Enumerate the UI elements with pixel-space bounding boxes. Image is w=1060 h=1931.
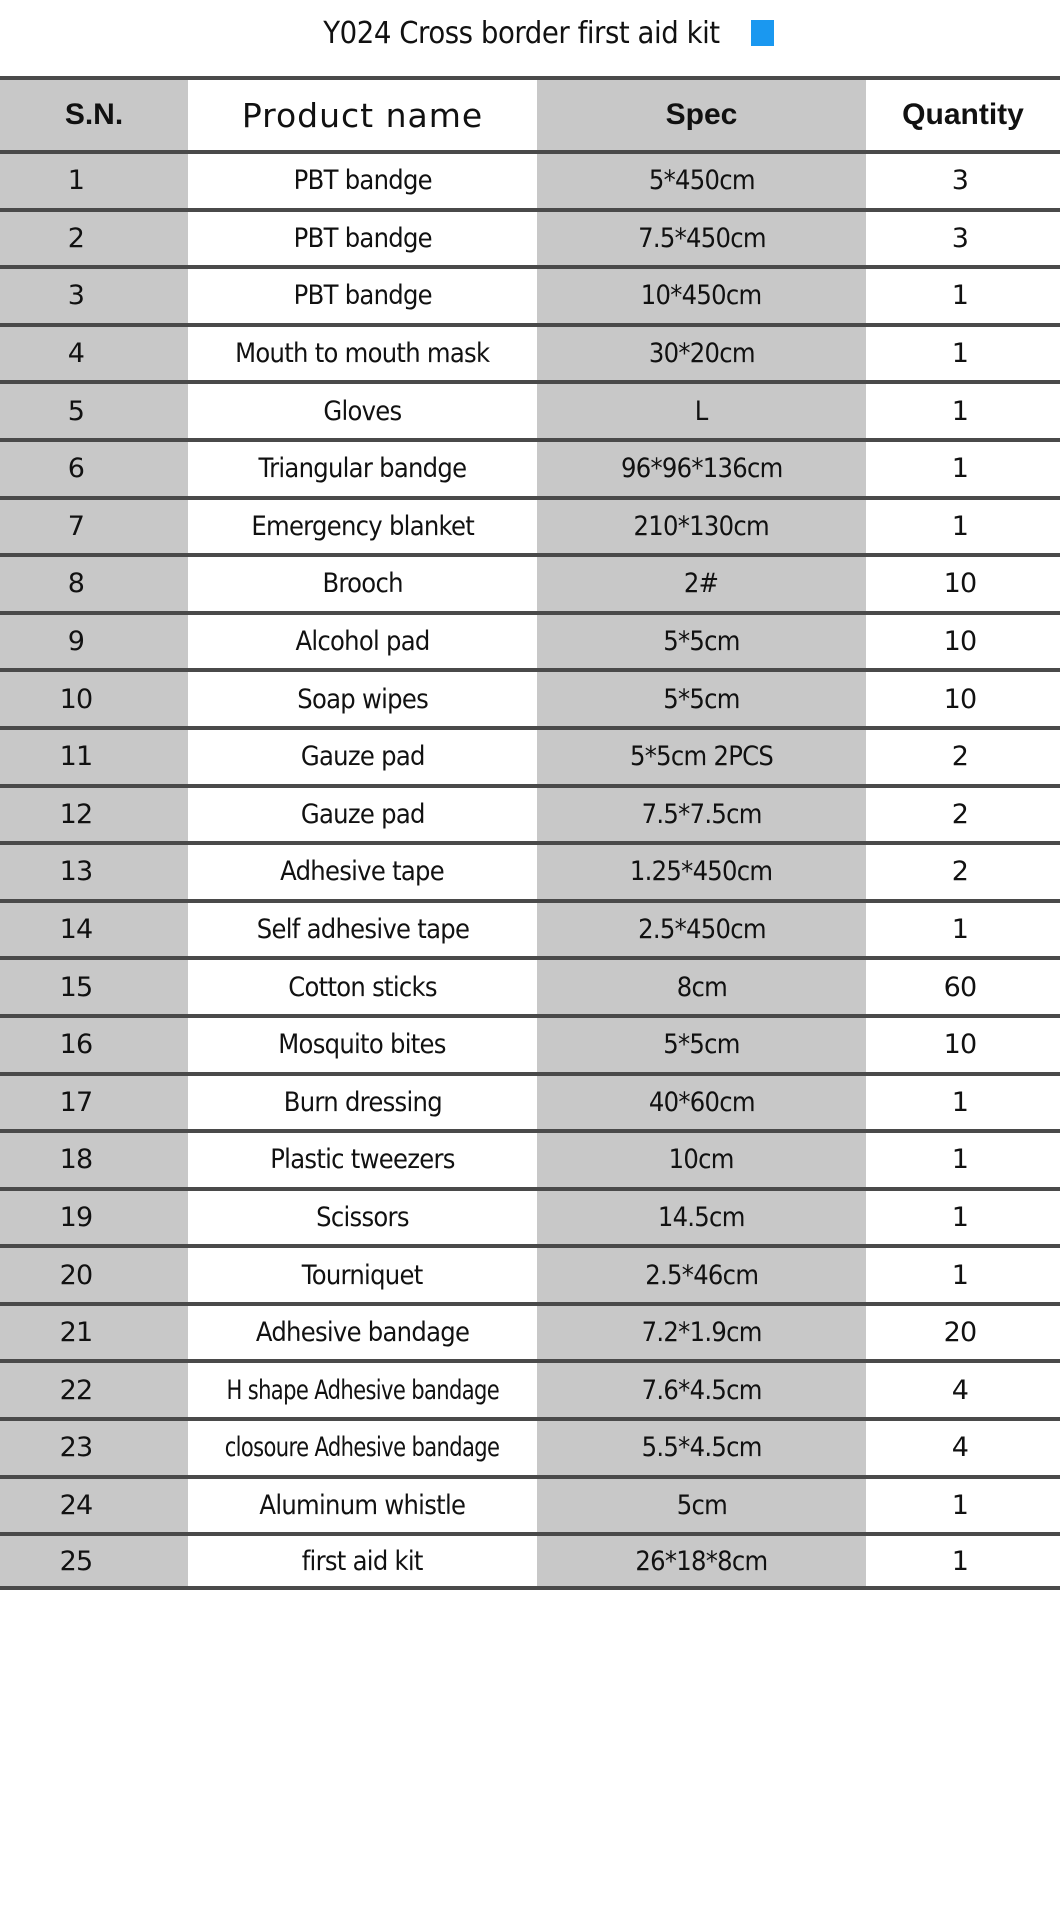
cell-sn-text: 10 <box>59 683 93 715</box>
cell-sn <box>0 1018 188 1072</box>
cell-sn <box>0 1191 188 1245</box>
cell-sn-text: 15 <box>59 971 93 1003</box>
table-row <box>0 1187 1060 1245</box>
cell-product-name-text: Adhesive tape <box>280 856 445 888</box>
cell-quantity <box>866 500 1060 554</box>
table-row <box>0 784 1060 842</box>
cell-product-name <box>188 1363 537 1417</box>
cell-quantity-text: 1 <box>951 1259 969 1291</box>
cell-sn <box>0 788 188 842</box>
table-row <box>0 726 1060 784</box>
table-row <box>0 841 1060 899</box>
cell-spec-text: 5*5cm 2PCS <box>629 741 774 773</box>
cell-product-name <box>188 212 537 266</box>
cell-sn <box>0 672 188 726</box>
cell-spec-text: 7.6*4.5cm <box>641 1374 762 1406</box>
table-row <box>0 899 1060 957</box>
cell-quantity-text: 2 <box>951 741 969 773</box>
table-row <box>0 553 1060 611</box>
cell-sn <box>0 442 188 496</box>
cell-product-name <box>188 960 537 1014</box>
cell-product-name-text: Brooch <box>322 568 403 600</box>
cell-quantity <box>866 1018 1060 1072</box>
cell-quantity <box>866 212 1060 266</box>
cell-quantity-text: 10 <box>943 626 977 658</box>
cell-product-name <box>188 1536 537 1586</box>
cell-quantity-text: 4 <box>951 1432 969 1464</box>
cell-quantity <box>866 442 1060 496</box>
cell-quantity <box>866 1191 1060 1245</box>
cell-quantity-text: 2 <box>951 856 969 888</box>
document-title-bar <box>0 0 1060 62</box>
cell-spec-text: 5*5cm <box>663 1029 740 1061</box>
cell-sn-text: 23 <box>59 1432 93 1464</box>
cell-sn-text: 6 <box>67 453 85 485</box>
cell-sn <box>0 960 188 1014</box>
cell-quantity-text: 1 <box>951 1086 969 1118</box>
cell-quantity-text: 1 <box>951 510 969 542</box>
cell-spec <box>537 327 866 381</box>
cell-spec <box>537 1248 866 1302</box>
table-header-row <box>0 76 1060 150</box>
cell-quantity <box>866 1363 1060 1417</box>
cell-product-name-text: PBT bandge <box>293 165 432 197</box>
cell-sn-text: 5 <box>67 395 85 427</box>
cell-sn-text: 25 <box>59 1545 93 1577</box>
cell-sn <box>0 845 188 899</box>
cell-quantity-text: 1 <box>951 280 969 312</box>
table-row <box>0 1129 1060 1187</box>
cell-sn-text: 22 <box>59 1374 93 1406</box>
cell-product-name <box>188 672 537 726</box>
cell-quantity-text: 1 <box>951 453 969 485</box>
cell-spec <box>537 1076 866 1130</box>
header-quantity: Quantity <box>866 80 1060 150</box>
cell-sn <box>0 1421 188 1475</box>
cell-product-name-text: Aluminum whistle <box>259 1489 466 1521</box>
table-row <box>0 438 1060 496</box>
cell-product-name-text: Plastic tweezers <box>270 1144 455 1176</box>
cell-sn <box>0 212 188 266</box>
table-row <box>0 208 1060 266</box>
cell-sn-text: 13 <box>59 856 93 888</box>
cell-spec <box>537 730 866 784</box>
cell-spec-text: 210*130cm <box>633 510 770 542</box>
cell-sn-text: 19 <box>59 1201 93 1233</box>
cell-quantity <box>866 1306 1060 1360</box>
table-row <box>0 1244 1060 1302</box>
cell-sn-text: 1 <box>67 165 85 197</box>
header-sn: S.N. <box>0 80 188 150</box>
cell-spec-text: 2# <box>684 568 719 600</box>
cell-quantity <box>866 327 1060 381</box>
cell-quantity <box>866 672 1060 726</box>
cell-product-name <box>188 500 537 554</box>
cell-quantity <box>866 615 1060 669</box>
cell-spec <box>537 788 866 842</box>
cell-spec <box>537 960 866 1014</box>
table-row <box>0 1532 1060 1590</box>
cell-sn-text: 16 <box>59 1029 93 1061</box>
cell-sn-text: 3 <box>67 280 85 312</box>
cell-spec <box>537 615 866 669</box>
cell-spec <box>537 1363 866 1417</box>
cell-sn <box>0 1306 188 1360</box>
cell-sn-text: 12 <box>59 798 93 830</box>
cell-quantity <box>866 154 1060 208</box>
cell-spec-text: 2.5*46cm <box>644 1259 758 1291</box>
cell-spec <box>537 1479 866 1533</box>
cell-product-name <box>188 788 537 842</box>
table-row <box>0 1359 1060 1417</box>
cell-spec <box>537 1536 866 1586</box>
cell-spec-text: 30*20cm <box>648 338 755 370</box>
cell-sn-text: 11 <box>59 741 93 773</box>
cell-spec <box>537 557 866 611</box>
cell-sn <box>0 500 188 554</box>
cell-product-name-text: PBT bandge <box>293 280 432 312</box>
cell-sn-text: 20 <box>59 1259 93 1291</box>
cell-quantity-text: 10 <box>943 568 977 600</box>
cell-spec-text: 40*60cm <box>648 1086 755 1118</box>
cell-quantity <box>866 1536 1060 1586</box>
cell-product-name <box>188 327 537 381</box>
cell-spec-text: 10*450cm <box>641 280 762 312</box>
cell-spec-text: 5*5cm <box>663 626 740 658</box>
cell-sn-text: 7 <box>67 510 85 542</box>
cell-product-name-text: Cotton sticks <box>288 971 437 1003</box>
cell-spec-text: 5*5cm <box>663 683 740 715</box>
cell-product-name-text: Burn dressing <box>283 1086 442 1118</box>
cell-quantity-text: 3 <box>951 165 969 197</box>
table-row <box>0 323 1060 381</box>
cell-spec <box>537 1306 866 1360</box>
cell-sn-text: 9 <box>67 626 85 658</box>
cell-sn <box>0 615 188 669</box>
table-row <box>0 380 1060 438</box>
cell-product-name <box>188 1306 537 1360</box>
cell-product-name <box>188 557 537 611</box>
cell-product-name-text: Alcohol pad <box>295 626 430 658</box>
cell-sn <box>0 1248 188 1302</box>
cell-quantity <box>866 1479 1060 1533</box>
cell-product-name-text: Self adhesive tape <box>256 914 469 946</box>
cell-spec-text: 7.2*1.9cm <box>641 1317 762 1349</box>
cell-quantity-text: 10 <box>943 1029 977 1061</box>
cell-quantity-text: 60 <box>943 971 977 1003</box>
cell-product-name <box>188 730 537 784</box>
table-row <box>0 265 1060 323</box>
cell-spec <box>537 154 866 208</box>
header-product-name: Product name <box>188 80 537 150</box>
cell-quantity <box>866 269 1060 323</box>
cell-product-name-text: Adhesive bandage <box>255 1317 470 1349</box>
cell-sn <box>0 1479 188 1533</box>
cell-spec-text: 26*18*8cm <box>635 1545 768 1577</box>
cell-quantity-text: 1 <box>951 1489 969 1521</box>
cell-sn <box>0 384 188 438</box>
cell-product-name-text: Gauze pad <box>300 741 425 773</box>
cell-sn-text: 4 <box>67 338 85 370</box>
table-row <box>0 496 1060 554</box>
cell-sn-text: 8 <box>67 568 85 600</box>
cell-spec <box>537 384 866 438</box>
cell-quantity <box>866 730 1060 784</box>
cell-quantity-text: 1 <box>951 338 969 370</box>
blue-square-marker-icon <box>751 20 774 46</box>
table-row <box>0 956 1060 1014</box>
cell-product-name <box>188 269 537 323</box>
cell-spec-text: 5.5*4.5cm <box>641 1432 762 1464</box>
cell-sn-text: 14 <box>59 914 93 946</box>
cell-product-name <box>188 1018 537 1072</box>
cell-quantity <box>866 1076 1060 1130</box>
cell-sn <box>0 903 188 957</box>
cell-quantity <box>866 1248 1060 1302</box>
cell-quantity-text: 1 <box>951 395 969 427</box>
cell-spec <box>537 1191 866 1245</box>
cell-quantity-text: 3 <box>951 222 969 254</box>
table-row <box>0 611 1060 669</box>
cell-spec <box>537 1421 866 1475</box>
cell-product-name <box>188 384 537 438</box>
first-aid-kit-contents-table <box>0 76 1060 1590</box>
cell-product-name-text: Gloves <box>323 395 402 427</box>
cell-quantity-text: 1 <box>951 914 969 946</box>
table-row <box>0 668 1060 726</box>
cell-sn-text: 24 <box>59 1489 93 1521</box>
cell-spec-text: L <box>695 395 708 427</box>
cell-spec-text: 10cm <box>668 1144 735 1176</box>
table-body <box>0 150 1060 1590</box>
cell-product-name-text: first aid kit <box>302 1545 423 1577</box>
cell-quantity <box>866 845 1060 899</box>
table-row <box>0 1072 1060 1130</box>
cell-spec <box>537 903 866 957</box>
cell-sn-text: 21 <box>59 1317 93 1349</box>
cell-product-name-text: Soap wipes <box>297 683 428 715</box>
cell-spec <box>537 500 866 554</box>
cell-spec <box>537 672 866 726</box>
cell-product-name <box>188 442 537 496</box>
cell-sn <box>0 154 188 208</box>
cell-sn <box>0 269 188 323</box>
cell-spec <box>537 1018 866 1072</box>
cell-spec-text: 5*450cm <box>648 165 755 197</box>
cell-product-name-text: Triangular bandge <box>258 453 467 485</box>
cell-product-name <box>188 1191 537 1245</box>
table-row <box>0 1475 1060 1533</box>
cell-spec-text: 7.5*450cm <box>637 222 766 254</box>
cell-product-name-text: PBT bandge <box>293 222 432 254</box>
cell-spec-text: 96*96*136cm <box>620 453 783 485</box>
cell-quantity-text: 1 <box>951 1545 969 1577</box>
cell-sn-text: 18 <box>59 1144 93 1176</box>
cell-spec-text: 2.5*450cm <box>637 914 766 946</box>
document-title: Y024 Cross border first aid kit <box>323 15 720 51</box>
cell-spec <box>537 212 866 266</box>
cell-quantity <box>866 903 1060 957</box>
cell-product-name <box>188 903 537 957</box>
cell-quantity <box>866 960 1060 1014</box>
cell-spec-text: 5cm <box>676 1489 727 1521</box>
cell-quantity <box>866 1133 1060 1187</box>
cell-product-name-text: Emergency blanket <box>251 510 474 542</box>
cell-sn <box>0 1076 188 1130</box>
cell-sn <box>0 1536 188 1586</box>
cell-product-name-text: closoure Adhesive bandage <box>225 1432 500 1464</box>
cell-spec-text: 1.25*450cm <box>630 856 773 888</box>
cell-sn <box>0 730 188 784</box>
cell-product-name <box>188 845 537 899</box>
cell-sn <box>0 327 188 381</box>
header-spec: Spec <box>537 80 866 150</box>
cell-product-name-text: Tourniquet <box>302 1259 423 1291</box>
cell-spec <box>537 269 866 323</box>
cell-spec-text: 8cm <box>676 971 727 1003</box>
cell-product-name <box>188 1076 537 1130</box>
cell-spec <box>537 1133 866 1187</box>
cell-spec-text: 14.5cm <box>658 1201 745 1233</box>
cell-product-name <box>188 154 537 208</box>
cell-product-name <box>188 1421 537 1475</box>
cell-sn <box>0 557 188 611</box>
table-row <box>0 1417 1060 1475</box>
cell-product-name-text: Mouth to mouth mask <box>235 338 490 370</box>
cell-quantity-text: 1 <box>951 1201 969 1233</box>
table-row <box>0 1302 1060 1360</box>
cell-sn <box>0 1133 188 1187</box>
cell-quantity <box>866 1421 1060 1475</box>
table-row <box>0 1014 1060 1072</box>
cell-quantity <box>866 384 1060 438</box>
cell-quantity-text: 10 <box>943 683 977 715</box>
cell-quantity-text: 4 <box>951 1374 969 1406</box>
cell-quantity-text: 1 <box>951 1144 969 1176</box>
cell-sn-text: 17 <box>59 1086 93 1118</box>
table-row <box>0 150 1060 208</box>
cell-product-name <box>188 615 537 669</box>
cell-sn <box>0 1363 188 1417</box>
cell-quantity-text: 2 <box>951 798 969 830</box>
cell-quantity-text: 20 <box>943 1317 977 1349</box>
cell-spec-text: 7.5*7.5cm <box>641 798 762 830</box>
cell-quantity <box>866 788 1060 842</box>
cell-sn-text: 2 <box>67 222 85 254</box>
cell-product-name-text: Mosquito bites <box>278 1029 447 1061</box>
cell-product-name-text: Gauze pad <box>300 798 425 830</box>
cell-product-name <box>188 1248 537 1302</box>
cell-product-name <box>188 1133 537 1187</box>
cell-product-name <box>188 1479 537 1533</box>
cell-product-name-text: H shape Adhesive bandage <box>226 1374 499 1406</box>
cell-product-name-text: Scissors <box>316 1201 409 1233</box>
cell-spec <box>537 845 866 899</box>
cell-quantity <box>866 557 1060 611</box>
cell-spec <box>537 442 866 496</box>
